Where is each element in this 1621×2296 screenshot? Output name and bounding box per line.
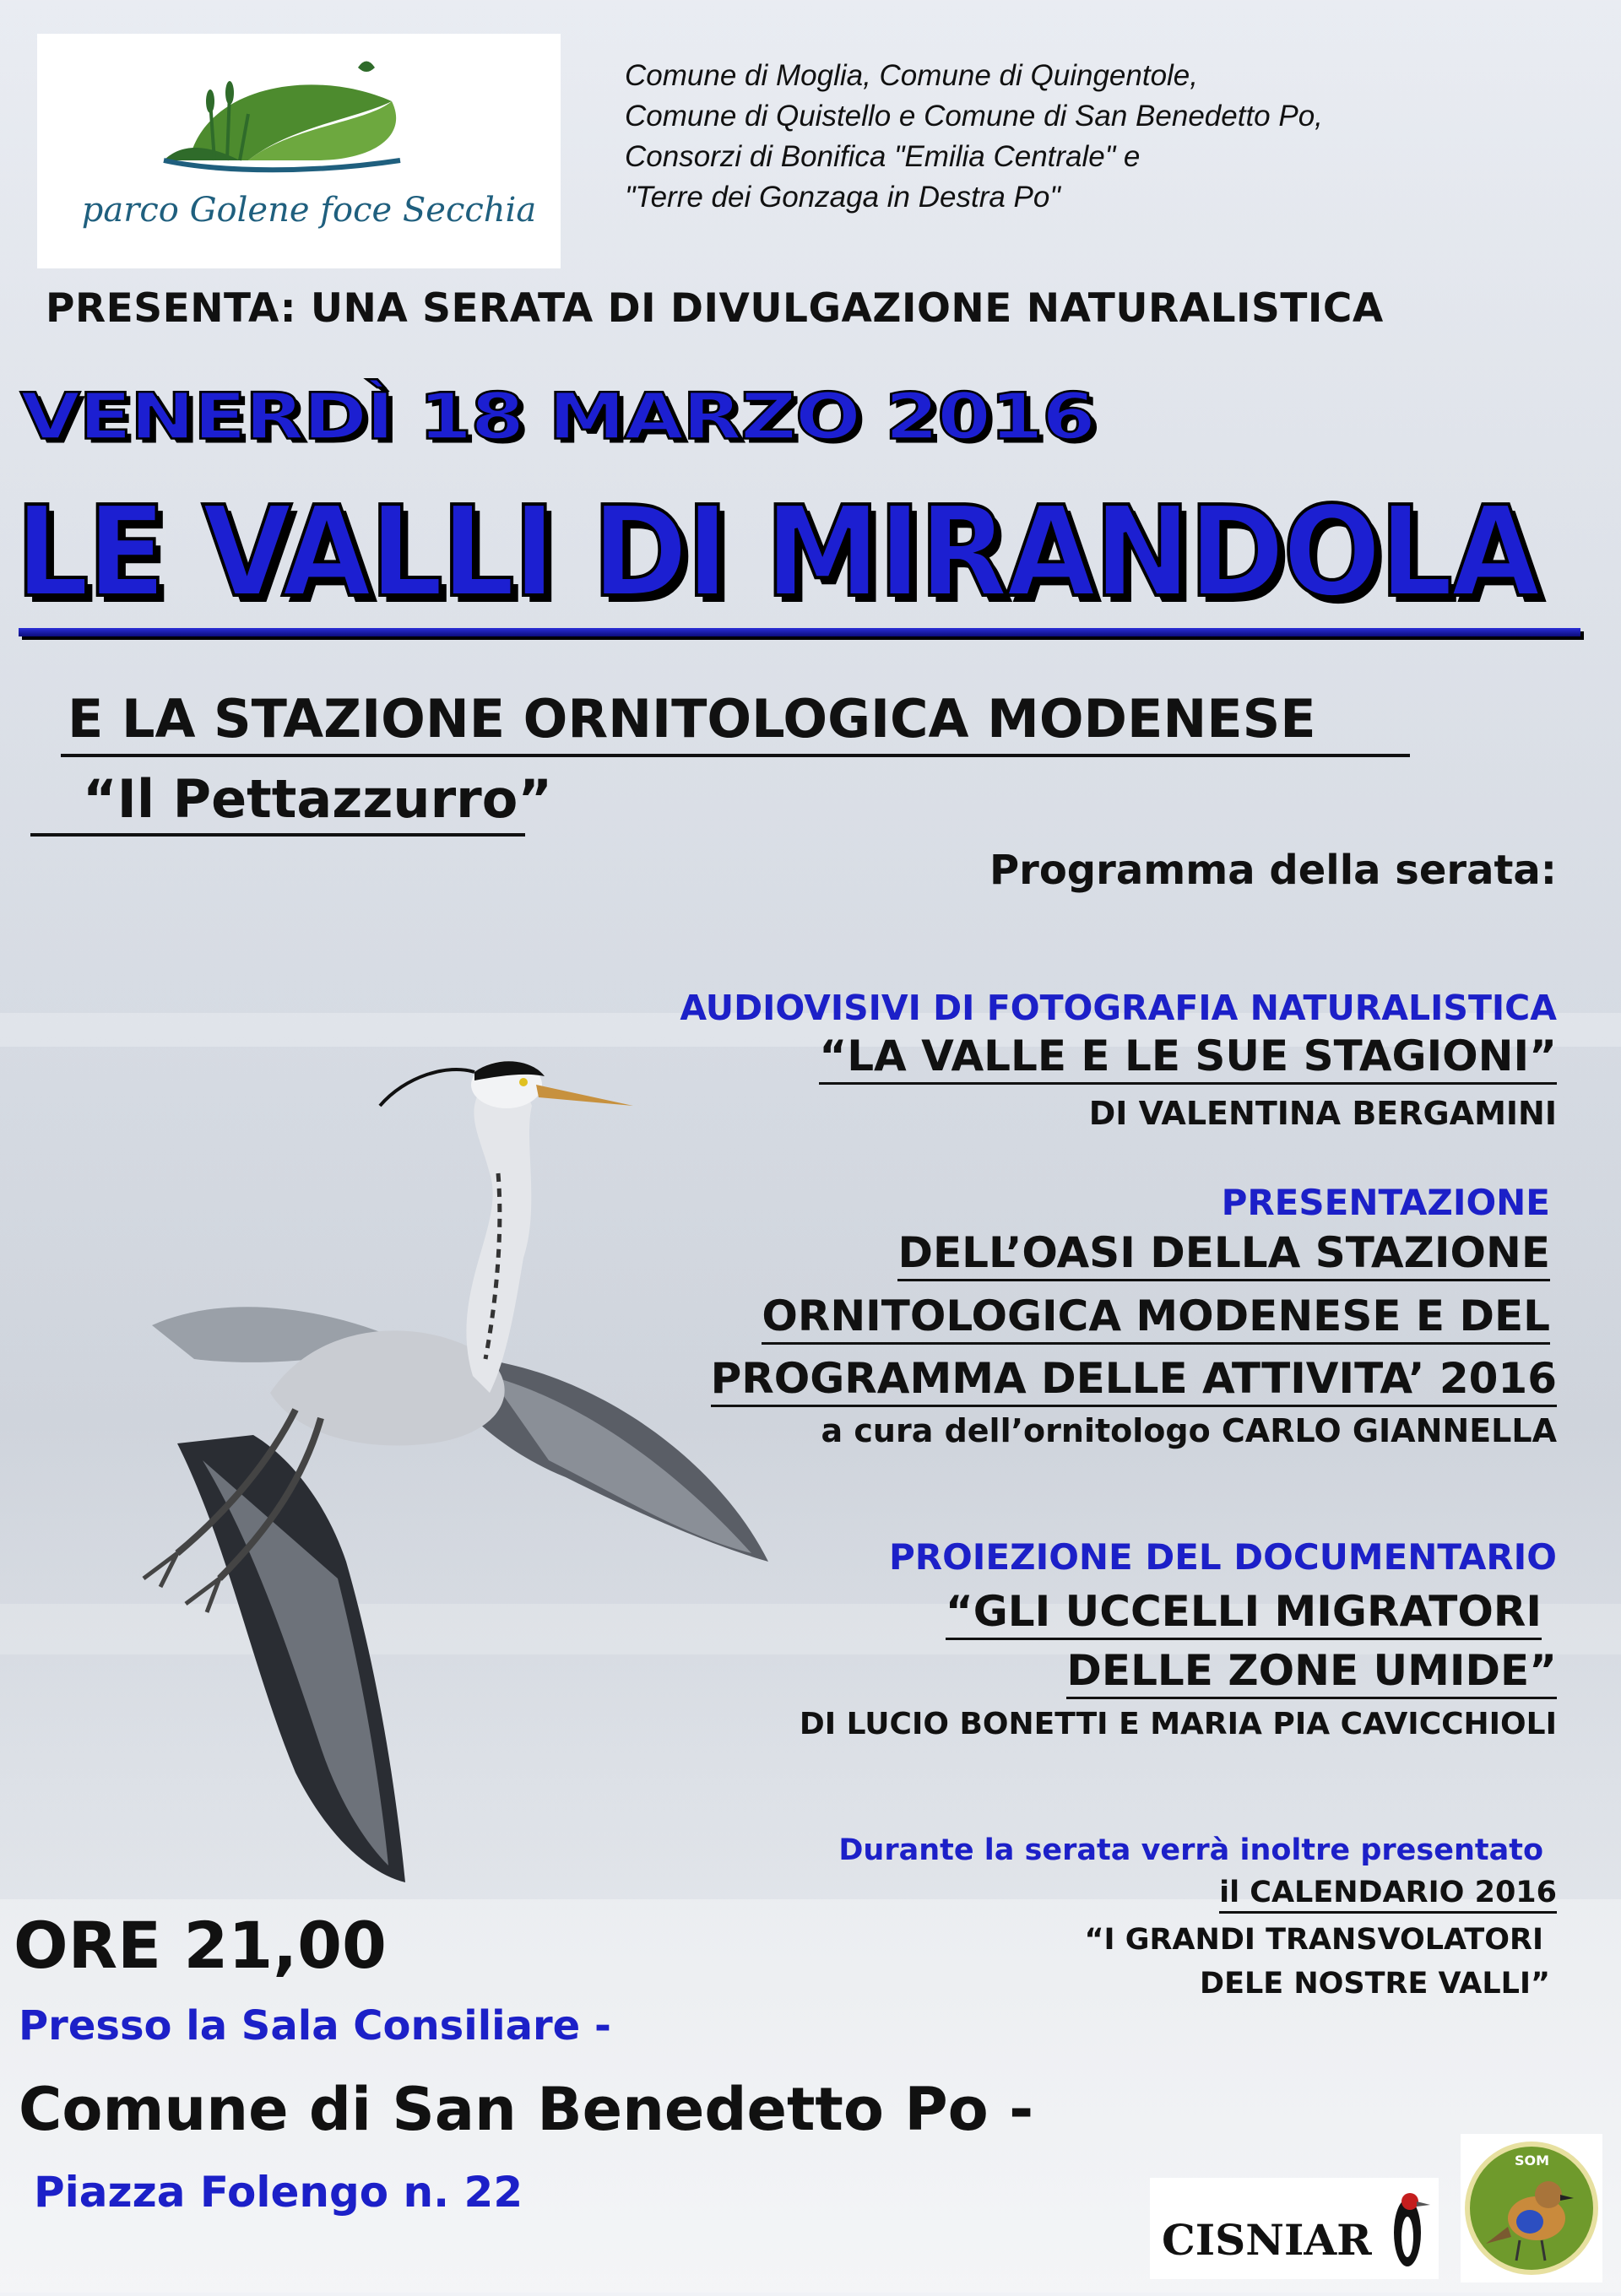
title-underline — [19, 628, 1580, 636]
calendar-line: “I GRANDI TRANSVOLATORI — [1084, 1923, 1543, 1957]
program-item1-author: DI VALENTINA BERGAMINI — [1088, 1095, 1557, 1132]
program-item1-title: “LA VALLE E LE SUE STAGIONI” — [819, 1032, 1557, 1085]
cisniar-logo — [1150, 2178, 1439, 2279]
park-logo — [37, 34, 561, 268]
som-text: SOM — [1515, 2152, 1550, 2169]
program-item3-title-line: “GLI UCCELLI MIGRATORI — [946, 1587, 1542, 1640]
cisniar-text: CISNIAR — [1162, 2215, 1372, 2265]
program-item2-title-line: PROGRAMMA DELLE ATTIVITA’ 2016 — [711, 1354, 1557, 1407]
event-subtitle: E LA STAZIONE ORNITOLOGICA MODENESE — [68, 688, 1316, 750]
program-item2-title-line: ORNITOLOGICA MODENESE E DEL — [762, 1292, 1550, 1345]
program-item2-category: PRESENTAZIONE — [1221, 1182, 1550, 1223]
sponsor-line: Comune di Quistello e Comune di San Benedetto Po, — [625, 100, 1323, 133]
presenta-heading: PRESENTA: UNA SERATA DI DIVULGAZIONE NATURALISTICA — [46, 285, 1384, 332]
calendar-line: DELE NOSTRE VALLI” — [1200, 1967, 1550, 2001]
program-item2-author: a cura dell’ornitologo CARLO GIANNELLA — [821, 1412, 1557, 1449]
venue-address: Piazza Folengo n. 22 — [34, 2168, 523, 2217]
event-subtitle-name: “Il Pettazzurro” — [83, 768, 553, 830]
program-item2-title-line: DELL’OASI DELLA STAZIONE — [897, 1228, 1550, 1281]
calendar-line: il CALENDARIO 2016 — [1219, 1876, 1557, 1914]
subtitle-name-underline — [30, 833, 525, 837]
venue-place: Presso la Sala Consiliare - — [19, 2002, 611, 2050]
som-logo — [1461, 2134, 1602, 2282]
sponsor-line: "Terre dei Gonzaga in Destra Po" — [625, 181, 1060, 214]
program-item3-category: PROIEZIONE DEL DOCUMENTARIO — [888, 1536, 1557, 1578]
program-heading: Programma della serata: — [989, 847, 1557, 894]
event-date: VENERDÌ 18 MARZO 2016 — [20, 380, 1095, 454]
subtitle-underline — [61, 754, 1410, 757]
program-item1-category: AUDIOVISIVI DI FOTOGRAFIA NATURALISTICA — [680, 988, 1557, 1028]
program-item3-author: DI LUCIO BONETTI E MARIA PIA CAVICCHIOLI — [799, 1707, 1557, 1741]
sponsors-block — [625, 56, 1604, 218]
sponsor-line: Consorzi di Bonifica "Emilia Centrale" e — [625, 140, 1141, 173]
leaf-logo-icon — [37, 34, 561, 268]
heron-illustration-icon — [127, 1038, 768, 1882]
calendar-intro: Durante la serata verrà inoltre presentato — [838, 1833, 1543, 1867]
logo-text: parco Golene foce Secchia — [81, 191, 537, 230]
event-time: ORE 21,00 — [14, 1908, 387, 1983]
event-title: LE VALLI DI MIRANDOLA — [15, 479, 1539, 625]
program-item3-title-line: DELLE ZONE UMIDE” — [1066, 1646, 1557, 1699]
venue-municipality: Comune di San Benedetto Po - — [19, 2075, 1034, 2144]
woodpecker-icon — [1378, 2186, 1437, 2279]
sponsor-line: Comune di Moglia, Comune di Quingentole, — [625, 59, 1198, 92]
